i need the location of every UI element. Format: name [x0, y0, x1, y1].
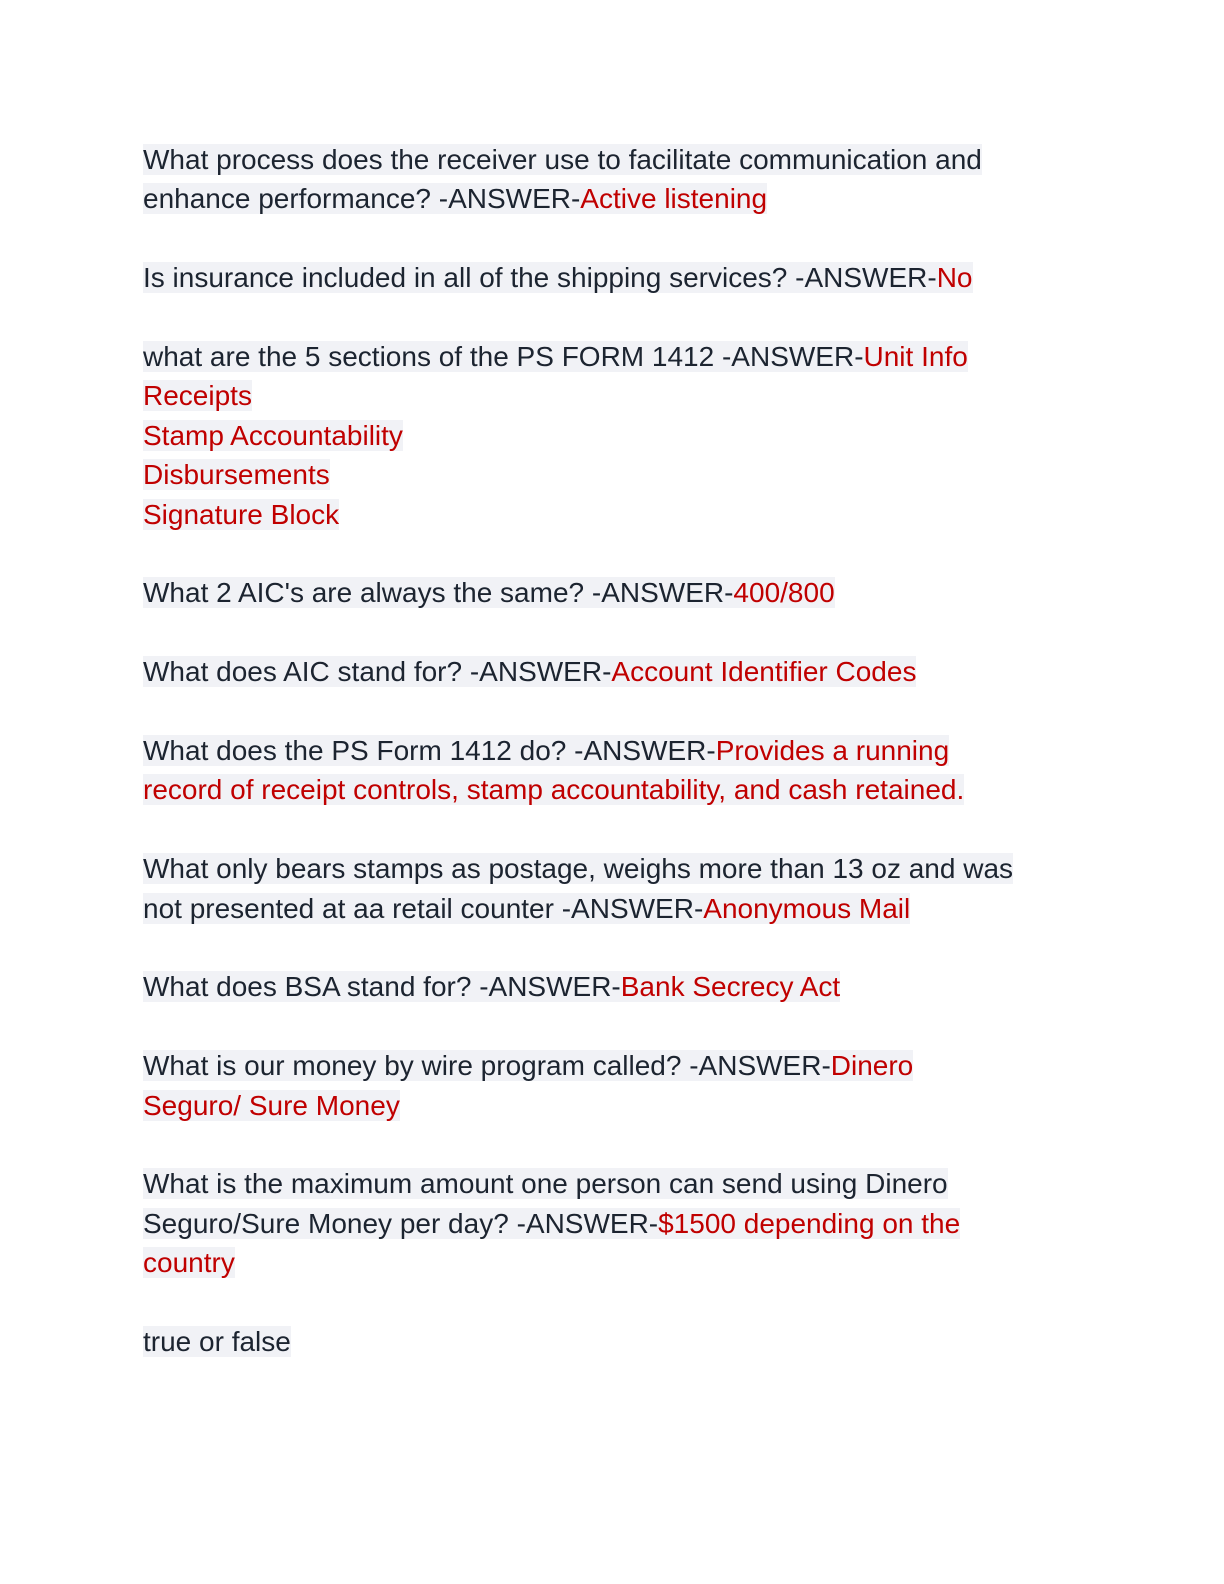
highlighted-text	[143, 380, 252, 411]
question-text: What 2 AIC's are always the same?	[143, 577, 592, 609]
highlighted-text	[143, 656, 916, 687]
answer-text: Signature Block	[143, 498, 340, 530]
qa-item	[143, 573, 1083, 612]
qa-item	[143, 1164, 1083, 1282]
answer-marker: -ANSWER-	[561, 892, 704, 924]
question-text: not presented at aa retail counter	[143, 892, 562, 924]
highlighted-text	[143, 262, 973, 293]
qa-item	[143, 337, 1083, 534]
highlighted-text	[143, 144, 982, 175]
answer-text: $1500 depending on the	[658, 1207, 961, 1239]
text-line	[143, 495, 1083, 534]
qa-item	[143, 258, 1083, 297]
answer-text: Account Identifier Codes	[611, 656, 917, 688]
text-line	[143, 889, 1083, 928]
answer-text: country	[143, 1247, 235, 1279]
text-line	[143, 1164, 1083, 1203]
answer-text: Active listening	[580, 183, 768, 215]
question-text: true or false	[143, 1326, 291, 1358]
answer-marker: -ANSWER-	[591, 577, 734, 609]
answer-text: Provides a running	[715, 735, 950, 767]
answer-text: No	[936, 262, 973, 294]
answer-marker: -ANSWER-	[574, 735, 716, 767]
text-line	[143, 731, 1083, 770]
question-text: What does the PS Form 1412 do?	[143, 735, 575, 767]
highlighted-text	[143, 893, 910, 924]
qa-text-block	[143, 140, 1083, 1401]
qa-item	[143, 967, 1083, 1006]
question-text: What does BSA stand for?	[143, 971, 480, 1003]
answer-text: 400/800	[733, 577, 835, 609]
qa-item	[143, 849, 1083, 928]
answer-marker: -ANSWER-	[516, 1207, 659, 1239]
answer-text: Dinero	[830, 1050, 914, 1082]
answer-text: Receipts	[143, 380, 252, 412]
qa-item	[143, 731, 1083, 810]
text-line	[143, 455, 1083, 494]
question-text: enhance performance?	[143, 183, 439, 215]
highlighted-text	[143, 853, 1013, 884]
answer-text: Unit Info	[863, 341, 968, 372]
answer-marker: -ANSWER-	[795, 262, 937, 294]
text-line	[143, 770, 1083, 809]
answer-text: record of receipt controls, stamp accountability, and cash retained.	[143, 774, 965, 806]
qa-item	[143, 1322, 1083, 1361]
qa-item	[143, 140, 1083, 219]
text-line	[143, 1322, 1083, 1361]
text-line	[143, 140, 1083, 179]
text-line	[143, 258, 1083, 297]
answer-marker: -ANSWER-	[438, 183, 581, 215]
text-line	[143, 1204, 1083, 1243]
text-line	[143, 416, 1083, 455]
question-text: Is insurance included in all of the shipping services?	[143, 262, 796, 294]
question-text: What only bears stamps as postage, weighs more than 13 oz and was	[143, 853, 1014, 885]
text-line	[143, 1243, 1083, 1282]
highlighted-text	[143, 774, 964, 805]
answer-text: Disbursements	[143, 459, 330, 491]
text-line	[143, 652, 1083, 691]
question-text: Seguro/Sure Money per day?	[143, 1207, 517, 1239]
highlighted-text	[143, 420, 403, 451]
question-text: What process does the receiver use to facilitate communication and	[143, 144, 982, 175]
text-line	[143, 967, 1083, 1006]
highlighted-text	[143, 577, 835, 608]
highlighted-text	[143, 1326, 291, 1357]
answer-marker: -ANSWER-	[469, 656, 612, 688]
question-text: What does AIC stand for?	[143, 656, 470, 688]
highlighted-text	[143, 1168, 948, 1199]
highlighted-text	[143, 971, 840, 1002]
highlighted-text	[143, 1090, 400, 1121]
answer-marker: -ANSWER-	[689, 1050, 831, 1082]
text-line	[143, 179, 1083, 218]
answer-text: Seguro/ Sure Money	[143, 1089, 400, 1121]
text-line	[143, 573, 1083, 612]
answer-marker: -ANSWER-	[721, 341, 864, 372]
qa-item	[143, 1046, 1083, 1125]
highlighted-text	[143, 499, 339, 530]
highlighted-text	[143, 459, 330, 490]
text-line	[143, 337, 1083, 376]
question-text: what are the 5 sections of the PS FORM 1412	[143, 341, 722, 372]
highlighted-text	[143, 735, 949, 766]
text-line	[143, 849, 1083, 888]
text-line	[143, 376, 1083, 415]
answer-text: Stamp Accountability	[143, 419, 403, 451]
highlighted-text	[143, 1247, 235, 1278]
highlighted-text	[143, 1050, 913, 1081]
question-text: What is our money by wire program called?	[143, 1050, 690, 1082]
question-text: What is the maximum amount one person can send using Dinero	[143, 1168, 948, 1200]
text-line	[143, 1086, 1083, 1125]
highlighted-text	[143, 341, 968, 372]
qa-item	[143, 652, 1083, 691]
answer-marker: -ANSWER-	[479, 971, 621, 1003]
answer-text: Anonymous Mail	[703, 892, 911, 924]
answer-text: Bank Secrecy Act	[620, 971, 841, 1003]
highlighted-text	[143, 183, 767, 214]
highlighted-text	[143, 1208, 960, 1239]
text-line	[143, 1046, 1083, 1085]
